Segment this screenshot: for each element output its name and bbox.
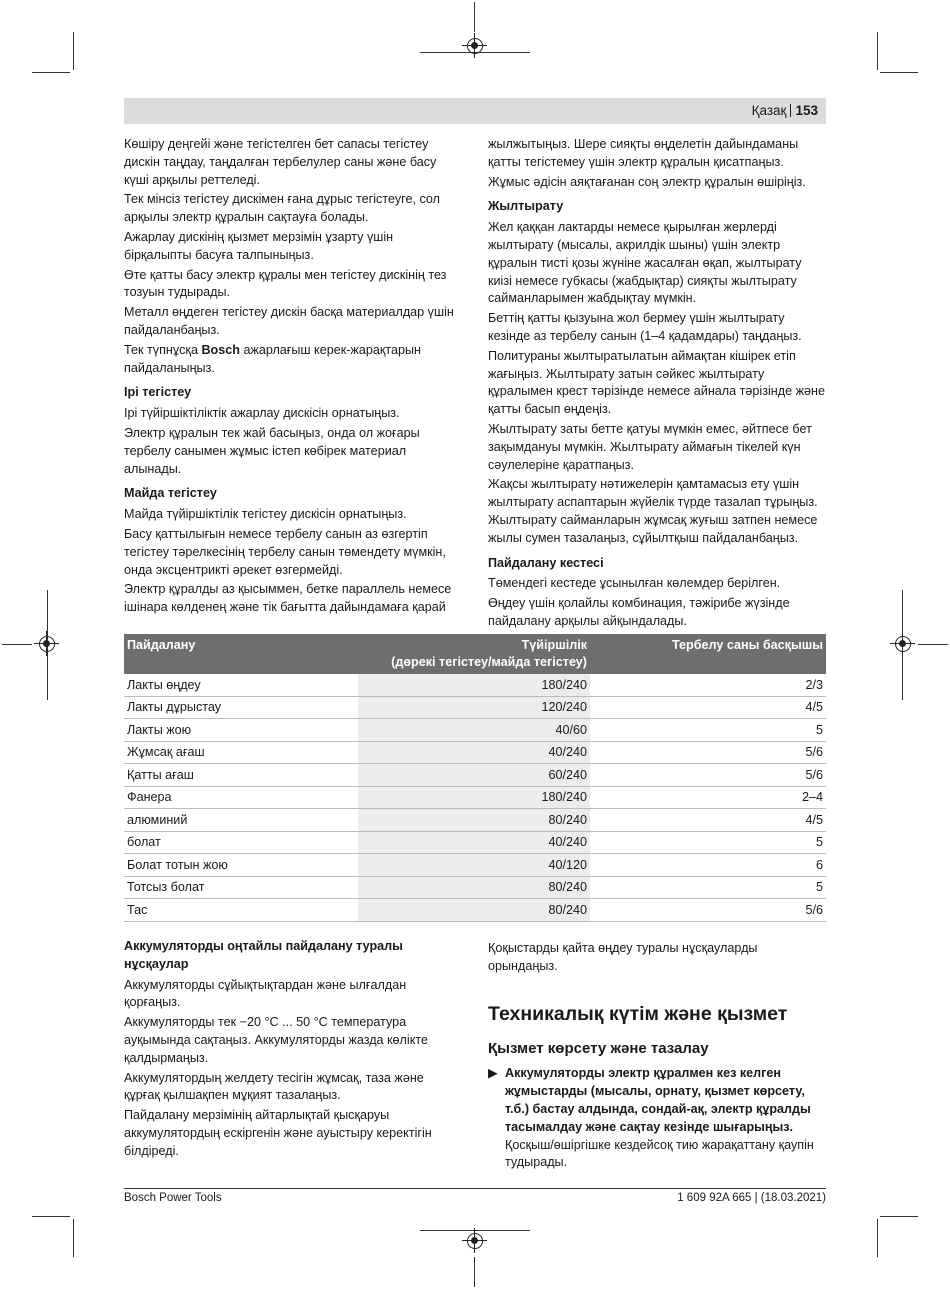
column-header-grit-subtitle: (дөрекі тегістеу/майда тегістеу) bbox=[391, 655, 587, 669]
cell-grit: 40/240 bbox=[358, 741, 590, 764]
crop-mark bbox=[420, 1230, 530, 1231]
footer-doc-number: 1 609 92A 665 | (18.03.2021) bbox=[677, 1192, 826, 1204]
cell-oscillation: 5 bbox=[590, 719, 826, 742]
left-column-bottom bbox=[124, 938, 462, 1163]
paragraph: Көшіру деңгейі және тегістелген бет сапасы тегістеу дискін таңдау, таңдалған тербелулер саны және басу күші арқылы реттеледі. bbox=[124, 137, 437, 187]
crop-mark bbox=[877, 1219, 878, 1257]
crop-mark bbox=[918, 644, 948, 645]
table-row bbox=[124, 696, 826, 719]
paragraph: жылжытыңыз. Шере сияқты өңделетін дайындаманы қатты тегістемеу үшін электр құралын қисатпаңыз. bbox=[488, 137, 799, 169]
section-heading-polish: Жылтырату bbox=[488, 199, 564, 214]
cell-oscillation: 2–4 bbox=[590, 786, 826, 809]
right-column-top bbox=[488, 136, 826, 633]
usage-table bbox=[124, 634, 826, 922]
cell-grit: 180/240 bbox=[358, 674, 590, 696]
paragraph: Қоқыстарды қайта өңдеу туралы нұсқауларды орындаңыз. bbox=[488, 941, 758, 973]
chapter-heading: Техникалық күтім және қызмет bbox=[488, 1002, 788, 1025]
cell-usage: Жұмсақ ағаш bbox=[124, 741, 358, 764]
header-text bbox=[752, 103, 818, 118]
column-header-oscillation: Тербелу саны басқышы bbox=[590, 634, 826, 674]
crop-mark bbox=[2, 644, 32, 645]
paragraph: Пайдалану мерзімінің айтарлықтай қысқаруы аккумулятордың ескіргенін және ауыстыру керектігін білдіреді. bbox=[124, 1108, 432, 1158]
bullet-arrow-icon: ▶ bbox=[488, 1066, 498, 1081]
crop-mark bbox=[73, 1219, 74, 1257]
paragraph: Ірі түйіршіктіліктік ажарлау дискісін орнатыңыз. bbox=[124, 406, 400, 421]
cell-usage: Қатты ағаш bbox=[124, 764, 358, 787]
paragraph: Беттің қатты қызуына жол бермеу үшін жылтырату кезінде аз тербелу санын (1–4 қадамдары) таңдаңыз. bbox=[488, 311, 802, 343]
cell-oscillation: 6 bbox=[590, 854, 826, 877]
cell-oscillation: 5/6 bbox=[590, 899, 826, 922]
section-heading-table: Пайдалану кестесі bbox=[488, 555, 604, 570]
crop-mark bbox=[877, 32, 878, 70]
left-column-top bbox=[124, 136, 462, 619]
paragraph: Тек мінсіз тегістеу дискімен ғана дұрыс тегістеуге, сол арқылы электр құралын сақтауға болады. bbox=[124, 192, 440, 225]
cell-usage: Тотсыз болат bbox=[124, 876, 358, 899]
registration-mark-icon bbox=[467, 38, 483, 54]
footer-divider bbox=[124, 1188, 826, 1189]
registration-mark-icon bbox=[39, 636, 55, 652]
table-row bbox=[124, 809, 826, 832]
paragraph: Аккумулятордың желдету тесігін жұмсақ, таза және құрғақ қылшақпен мұқият тазалаңыз. bbox=[124, 1070, 424, 1103]
cell-grit: 80/240 bbox=[358, 899, 590, 922]
paragraph: Басу қаттылығын немесе тербелу санын аз өзгертіп тегістеу тәрелкесінің тербелу санын төмендету мүмкін, онда эксцентрикті әрекет өзгермейді. bbox=[124, 526, 446, 577]
cell-oscillation: 5/6 bbox=[590, 741, 826, 764]
page-header bbox=[124, 98, 826, 124]
table-row bbox=[124, 764, 826, 787]
table-row bbox=[124, 786, 826, 809]
table-row bbox=[124, 831, 826, 854]
text-run: Тек түпнұсқа bbox=[124, 342, 202, 357]
crop-mark bbox=[474, 2, 475, 32]
crop-mark bbox=[73, 32, 74, 70]
section-heading-service: Қызмет көрсету және тазалау bbox=[488, 1039, 709, 1057]
cell-usage: Болат тотын жою bbox=[124, 854, 358, 877]
brand-name: Bosch bbox=[201, 342, 240, 357]
paragraph: Жұмыс әдісін аяқтағанан соң электр құралын өшіріңіз. bbox=[488, 174, 806, 189]
cell-grit: 40/120 bbox=[358, 854, 590, 877]
cell-oscillation: 4/5 bbox=[590, 809, 826, 832]
paragraph: Ажарлау дискінің қызмет мерзімін ұзарту үшін бірқалыпты басуға талпыныңыз. bbox=[124, 229, 394, 262]
crop-mark bbox=[880, 72, 918, 73]
cell-oscillation: 5/6 bbox=[590, 764, 826, 787]
cell-usage: Лакты дұрыстау bbox=[124, 696, 358, 719]
registration-mark-icon bbox=[467, 1233, 483, 1249]
crop-mark bbox=[32, 1216, 70, 1217]
cell-oscillation: 2/3 bbox=[590, 674, 826, 696]
paragraph: Өте қатты басу электр құралы мен тегістеу дискінің тез тозуын тудырады. bbox=[124, 267, 447, 300]
section-heading-coarse: Ірі тегістеу bbox=[124, 385, 192, 400]
table-row bbox=[124, 854, 826, 877]
paragraph: Электр құралын тек жай басыңыз, онда ол жоғары тербелу санымен жұмыс істеп көбірек материал алынады. bbox=[124, 425, 420, 476]
cell-usage: Тас bbox=[124, 899, 358, 922]
paragraph: Өңдеу үшін қолайлы комбинация, тәжірибе жүзінде пайдалану арқылы айқындалады. bbox=[488, 596, 790, 628]
column-header-grit bbox=[358, 634, 590, 674]
cell-grit: 80/240 bbox=[358, 809, 590, 832]
paragraph bbox=[124, 342, 462, 378]
bullet-normal-text: Қосқыш/өшіргішке кездейсоқ тию жарақаттану қаупін тудырады. bbox=[505, 1137, 814, 1170]
paragraph: Майда түйіршіктілік тегістеу дискісін орнатыңыз. bbox=[124, 507, 407, 522]
instruction-bullet bbox=[488, 1065, 826, 1172]
paragraph: Жақсы жылтырату нәтижелерін қамтамасыз ету үшін жылтырату аспаптарын жүйелік түрде тазалап тұрыңыз. Жылтырату сайманларын жұмсақ жуғыш затпен немесе жылы сумен тазалаңыз, сұйылтқыш пайдаланбаңыз. bbox=[488, 477, 818, 545]
cell-usage: Лакты жою bbox=[124, 719, 358, 742]
cell-grit: 60/240 bbox=[358, 764, 590, 787]
cell-grit: 120/240 bbox=[358, 696, 590, 719]
cell-oscillation: 5 bbox=[590, 831, 826, 854]
cell-grit: 40/60 bbox=[358, 719, 590, 742]
paragraph: Политураны жылтыратылатын аймақтан кішірек етіп жағыңыз. Жылтырату затын сәйкес жылтырату құралымен крест тәрізінде немесе айнала тәрізінде және қатты басып өңдеңіз. bbox=[488, 348, 825, 417]
cell-oscillation: 5 bbox=[590, 876, 826, 899]
cell-grit: 180/240 bbox=[358, 786, 590, 809]
footer-brand: Bosch Power Tools bbox=[124, 1192, 222, 1204]
paragraph: Аккумуляторды сұйықтықтардан және ылғалдан қорғаңыз. bbox=[124, 977, 407, 1010]
paragraph: Төмендегі кестеде ұсынылған көлемдер берілген. bbox=[488, 576, 781, 591]
cell-usage: болат bbox=[124, 831, 358, 854]
table-row bbox=[124, 719, 826, 742]
table-row bbox=[124, 899, 826, 922]
cell-oscillation: 4/5 bbox=[590, 696, 826, 719]
page-number: 153 bbox=[795, 103, 818, 118]
table-row bbox=[124, 741, 826, 764]
paragraph: Жел қаққан лактарды немесе қырылған жерлерді жылтырату (мысалы, акрилдік шыны) үшін электр құралын тисті қозы жүніне жасалған өқап, жылтырату киізі немесе губкасы (жабдықтар) сияқты жылтырату сайманларымен жабдықтау мүмкін. bbox=[488, 220, 802, 306]
cell-grit: 40/240 bbox=[358, 831, 590, 854]
paragraph: Аккумуляторды тек −20 °C ... 50 °C температура ауқымында сақтаңыз. Аккумуляторды жазда көлікте қалдырмаңыз. bbox=[124, 1015, 428, 1065]
header-language: Қазақ bbox=[751, 103, 787, 118]
crop-mark bbox=[880, 1216, 918, 1217]
header-separator bbox=[790, 104, 791, 117]
section-heading-battery: Аккумуляторды оңтайлы пайдалану туралы нұсқаулар bbox=[124, 939, 403, 971]
table-row bbox=[124, 674, 826, 696]
column-header-usage: Пайдалану bbox=[124, 634, 358, 674]
table-body bbox=[124, 674, 826, 921]
cell-usage: алюминий bbox=[124, 809, 358, 832]
section-heading-fine: Майда тегістеу bbox=[124, 486, 217, 501]
bullet-bold-text: Аккумуляторды электр құралмен кез келген жұмыстарды (мысалы, орнату, қызмет көрсету, т.б.) бастау алдында, сондай-ақ, электр құралды тасымалдау және сақтау кезінде шығарыңыз. bbox=[505, 1066, 811, 1134]
paragraph: Жылтырату заты бетте қатуы мүмкін емес, әйтпесе бет зақымдануы мүмкін. Жылтырату аймағын тікелей күн сәулелеріне қаратпаңыз. bbox=[488, 421, 812, 472]
right-column-bottom bbox=[488, 940, 826, 1172]
paragraph: Электр құралды аз қысыммен, бетке параллель немесе ішінара көлденең және тік бағытта дайындамаға қарай bbox=[124, 582, 452, 615]
cell-grit: 80/240 bbox=[358, 876, 590, 899]
cell-usage: Фанера bbox=[124, 786, 358, 809]
paragraph: Металл өңдеген тегістеу дискін басқа материалдар үшін пайдаланбаңыз. bbox=[124, 305, 454, 337]
table-row bbox=[124, 876, 826, 899]
registration-mark-icon bbox=[895, 636, 911, 652]
table-header-row bbox=[124, 634, 826, 674]
cell-usage: Лакты өңдеу bbox=[124, 674, 358, 696]
crop-mark bbox=[32, 72, 70, 73]
crop-mark bbox=[474, 1257, 475, 1287]
text-run: ажарлағыш керек-жарақтарын пайдаланыңыз. bbox=[124, 342, 422, 375]
column-header-grit-title: Түйіршілік bbox=[521, 638, 587, 652]
